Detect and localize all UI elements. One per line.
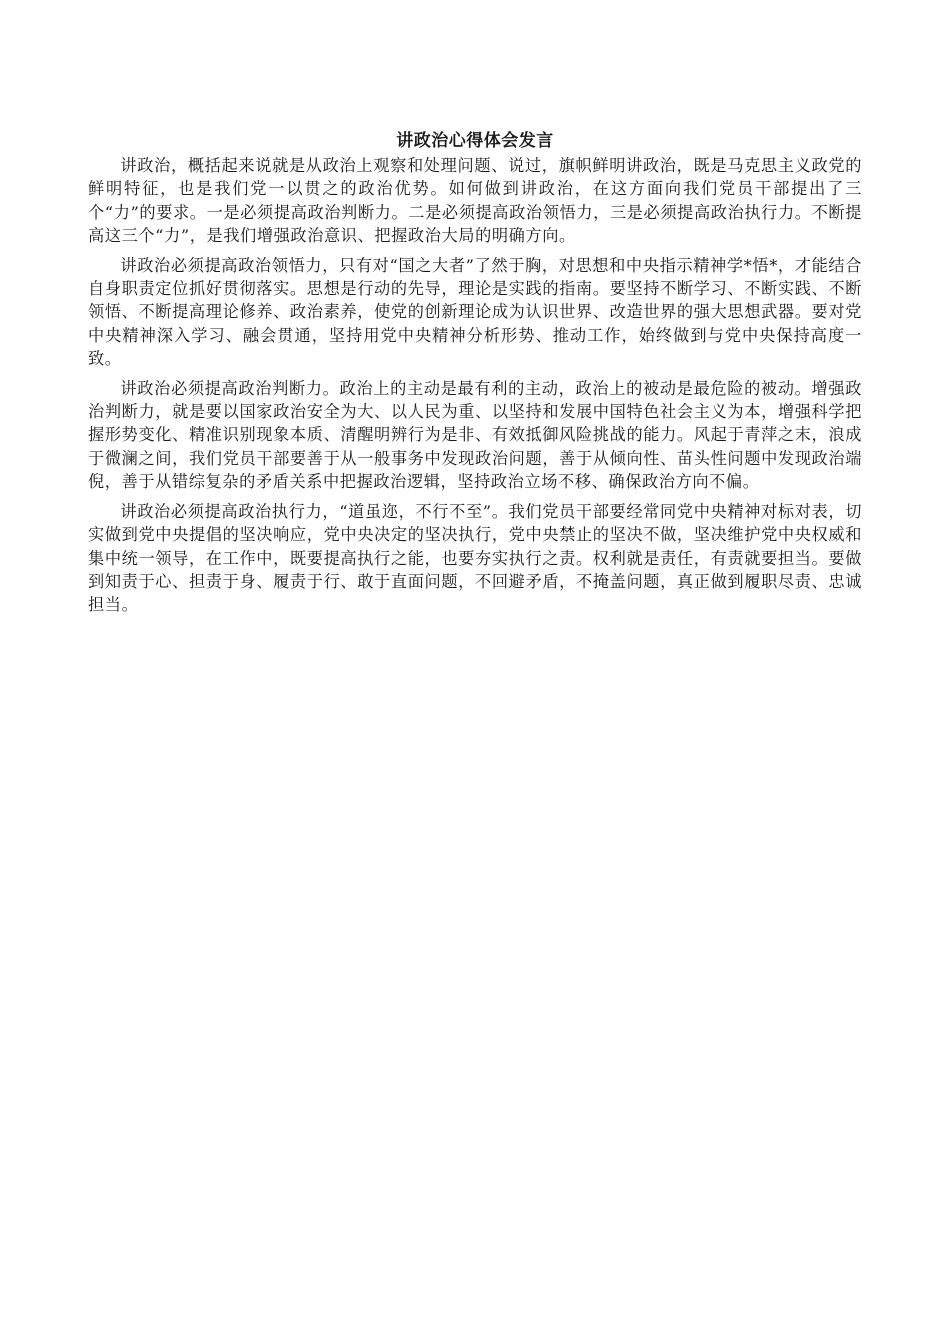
paragraph: 讲政治必须提高政治判断力。政治上的主动是最有利的主动，政治上的被动是最危险的被动。增强政治判断力，就是要以国家政治安全为大、以人民为重、以坚持和发展中国特色社会主义为本，增强科学把握形势变化、精准识别现象本质、清醒明辨行为是非、有效抵御风险挑战的能力。风起于青萍之末，浪成于微澜之间，我们党员干部要善于从一般事务中发现政治问题，善于从倾向性、苗头性问题中发现政治端倪，善于从错综复杂的矛盾关系中把握政治逻辑，坚持政治立场不移、确保政治方向不偏。 [88, 378, 862, 492]
document-title: 讲政治心得体会发言 [396, 131, 554, 151]
paragraph: 讲政治必须提高政治执行力，“道虽迩，不行不至”。我们党员干部要经常同党中央精神对标对表，切实做到党中央提倡的坚决响应，党中央决定的坚决执行，党中央禁止的坚决不做，坚决维护党中央权威和集中统一领导，在工作中，既要提高执行之能，也要夯实执行之责。权利就是责任，有责就要担当。要做到知责于心、担责于身、履责于行、敢于直面问题，不回避矛盾，不掩盖问题，真正做到履职尽责、忠诚担当。 [88, 501, 862, 615]
paragraph: 讲政治必须提高政治领悟力，只有对“国之大者”了然于胸，对思想和中央指示精神学*悟*，才能结合自身职责定位抓好贯彻落实。思想是行动的先导，理论是实践的指南。要坚持不断学习、不断实践、不断领悟、不断提高理论修养、政治素养，使党的创新理论成为认识世界、改造世界的强大思想武器。要对党中央精神深入学习、融会贯通，坚持用党中央精神分析形势、推动工作，始终做到与党中央保持高度一致。 [88, 255, 862, 369]
document-body [88, 128, 862, 623]
paragraph: 讲政治，概括起来说就是从政治上观察和处理问题、说过，旗帜鲜明讲政治，既是马克思主义政党的鲜明特征，也是我们党一以贯之的政治优势。如何做到讲政治，在这方面向我们党员干部提出了三个“力”的要求。一是必须提高政治判断力。二是必须提高政治领悟力，三是必须提高政治执行力。不断提高这三个“力”，是我们增强政治意识、把握政治大局的明确方向。 [88, 156, 862, 246]
